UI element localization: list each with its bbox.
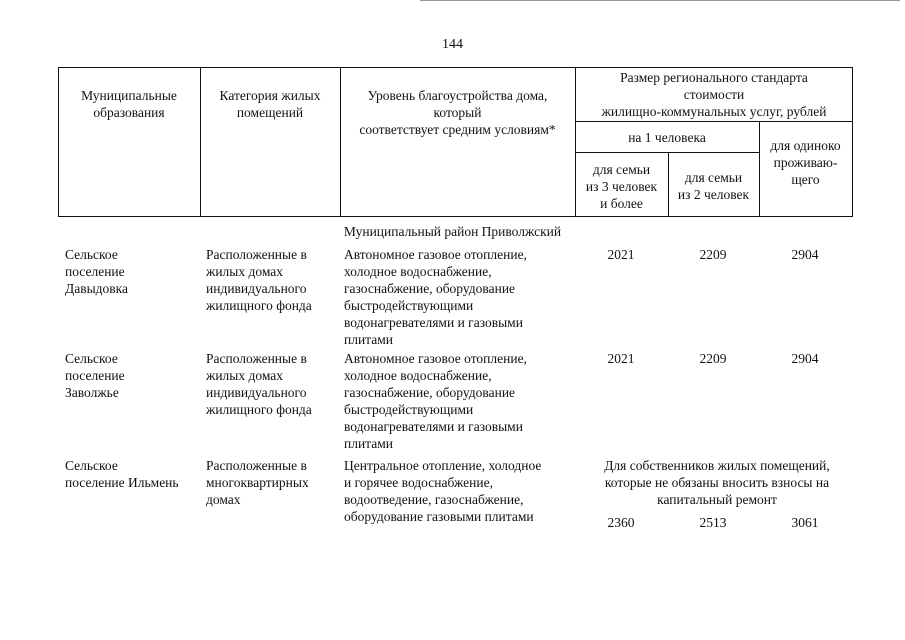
row3-level: Центральное отопление, холодное и горячее водоснабжение, водоотведение, газоснабжение, оборудование газовыми плитами — [344, 458, 542, 524]
header-family-3: для семьи из 3 человек и более — [585, 162, 658, 211]
row3-category: Расположенные в многоквартирных домах — [206, 458, 309, 507]
header-municipality: Муниципальные образования — [81, 88, 177, 120]
table-header — [58, 67, 853, 217]
row1-category: Расположенные в жилых домах индивидуального жилищного фонда — [206, 247, 312, 313]
row3-family-2: 2513 — [699, 515, 727, 530]
row2-municipality: Сельское поселение Заволжье — [65, 351, 125, 400]
header-per-person: на 1 человека — [628, 130, 706, 145]
header-group-rule — [575, 121, 853, 122]
row1-single: 2904 — [791, 247, 819, 262]
header-family-2: для семьи из 2 человек — [677, 170, 750, 202]
header-level: Уровень благоустройства дома, который соответствует средним условиям* — [359, 88, 556, 137]
row3-single: 3061 — [791, 515, 819, 530]
row3-family-3: 2360 — [607, 515, 635, 530]
page-number: 144 — [442, 37, 463, 52]
row3-municipality: Сельское поселение Ильмень — [65, 458, 179, 490]
header-single: для одиноко проживаю- щего — [770, 138, 841, 187]
row1-level: Автономное газовое отопление, холодное водоснабжение, газоснабжение, оборудование быстродействующими водонагревателями и газовыми плитами — [344, 247, 527, 347]
row1-family-3: 2021 — [607, 247, 635, 262]
row2-single: 2904 — [791, 351, 819, 366]
header-bottom-border — [58, 216, 853, 217]
row1-municipality: Сельское поселение Давыдовка — [65, 247, 128, 296]
row1-family-2: 2209 — [699, 247, 727, 262]
header-top-border — [58, 67, 853, 68]
header-per-person-rule — [575, 152, 759, 153]
section-title: Муниципальный район Приволжский — [343, 224, 562, 239]
row2-level: Автономное газовое отопление, холодное водоснабжение, газоснабжение, оборудование быстродействующими водонагревателями и газовыми плитами — [344, 351, 527, 451]
row2-family-3: 2021 — [607, 351, 635, 366]
header-standard-size: Размер регионального стандарта стоимости жилищно-коммунальных услуг, рублей — [601, 70, 827, 119]
header-category: Категория жилых помещений — [219, 88, 321, 120]
page-top-rule — [420, 0, 900, 1]
row2-category: Расположенные в жилых домах индивидуального жилищного фонда — [206, 351, 312, 417]
row3-note: Для собственников жилых помещений, которые не обязаны вносить взносы на капитальный ремонт — [604, 458, 830, 507]
row2-family-2: 2209 — [699, 351, 727, 366]
